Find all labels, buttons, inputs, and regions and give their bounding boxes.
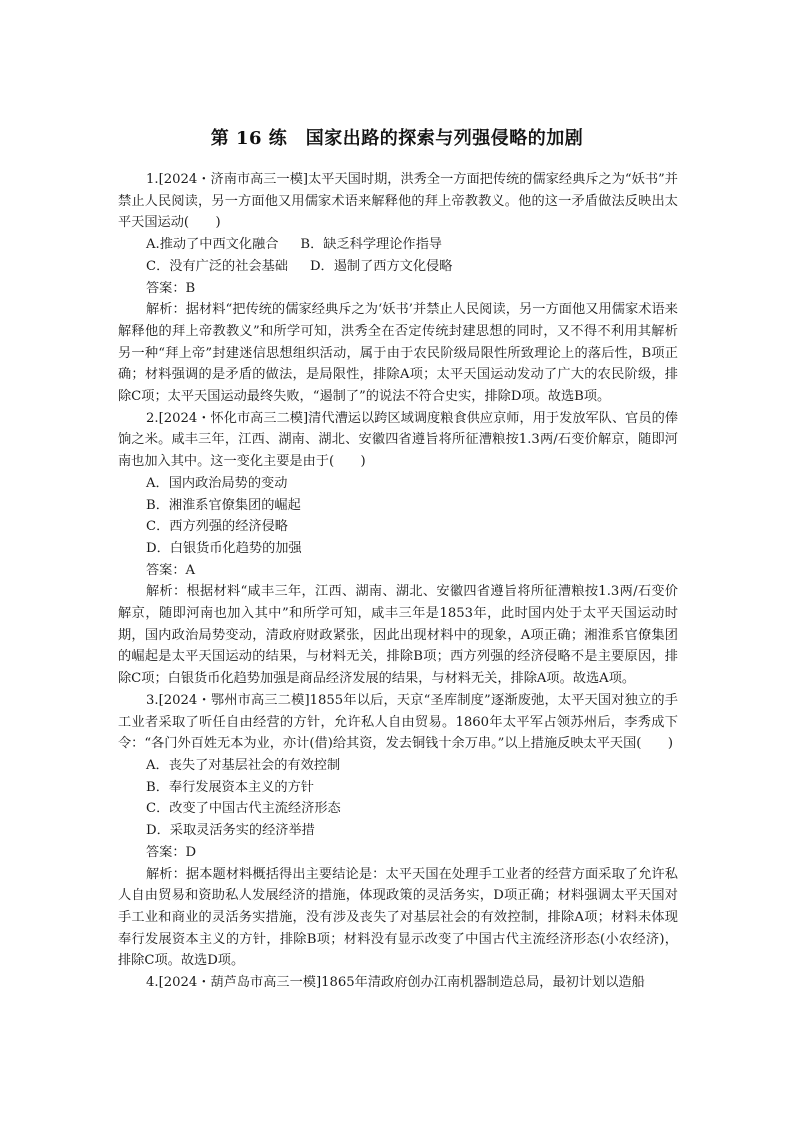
analysis: 解析：根据材料“咸丰三年，江西、湖南、湖北、安徽四省遵旨将所征漕粮按1.3两/石变价解京，随即河南也加入其中”和所学可知，咸丰三年是1853年，此时国内处于太平天国运动时期，国内政治局势变动，清政府财政紧张，因此出现材料中的现象，A项正确；湘淮系官僚集团的崛起是太平天国运动的结果，与材料无关，排除B项；西方列强的经济侵略不是主要原因，排除C项；白银货币化趋势加强是商品经济发展的结果，与材料无关，排除A项。故选A项。: [118, 584, 678, 687]
answer: 答案：A: [146, 562, 196, 578]
analysis: 解析：据材料“把传统的儒家经典斥之为‘妖书’并禁止人民阅读，另一方面他又用儒家术语来解释他的拜上帝教教义”和所学可知，洪秀全在否定传统封建思想的同时，又不得不利用其解析另一种“拜上帝”封建迷信思想组织活动，属于由于农民阶级局限性所致理论上的落后性，B项正确；材料强调的是矛盾的做法，是局限性，排除A项；太平天国运动发动了广大的农民阶级，排除C项；太平天国运动最终失败，“遏制了”的说法不符合史实，排除D项。故选B项。: [118, 302, 678, 405]
option-d: D．白银货币化趋势的加强: [146, 540, 302, 556]
question-stem: 2.[2024・怀化市高三二模]清代漕运以跨区域调度粮食供应京师，用于发放军队、官员的俸饷之米。咸丰三年，江西、湖南、湖北、安徽四省遵旨将所征漕粮按1.3两/石变价解京，随即河南也加入其中。这一变化主要是由于( ): [118, 410, 678, 470]
question-stem: 3.[2024・鄂州市高三二模]1855年以后，天京“圣库制度”逐渐废弛，太平天国对独立的手工业者采取了听任自由经营的方针，允许私人自由贸易。1860年太平军占领苏州后，李秀成下令：“各门外百姓无本为业，亦计(借)给其资，发去铜钱十余万串。”以上措施反映太平天国( ): [118, 692, 678, 752]
answer: 答案：B: [146, 280, 196, 296]
question-1: [118, 169, 678, 408]
analysis: 解析：据本题材料概括得出主要结论是：太平天国在处理手工业者的经营方面采取了允许私人自由贸易和资助私人发展经济的措施，体现政策的灵活务实，D项正确；材料强调太平天国对手工业和商业的灵活务实措施，没有涉及丧失了对基层社会的有效控制，排除A项；材料未体现奉行发展资本主义的方针，排除B项；材料没有显示改变了中国古代主流经济形态(小农经济)，排除C项。故选D项。: [118, 866, 678, 969]
option-b: B．缺乏科学理论作指导: [300, 237, 442, 253]
option-b: B．奉行发展资本主义的方针: [146, 779, 314, 795]
question-3: [118, 690, 678, 972]
options-row: [118, 234, 678, 256]
page-title: 第 16 练 国家出路的探索与列强侵略的加剧: [210, 128, 584, 149]
option-a: A．丧失了对基层社会的有效控制: [146, 757, 341, 773]
question-stem: 4.[2024・葫芦岛市高三一模]1865年清政府创办江南机器制造总局，最初计划以造船: [146, 975, 645, 991]
option-c: C．改变了中国古代主流经济形态: [146, 801, 341, 817]
answer: 答案：D: [146, 844, 197, 860]
question-stem: 1.[2024・济南市高三一模]太平天国时期，洪秀全一方面把传统的儒家经典斥之为“妖书”并禁止人民阅读，另一方面他又用儒家术语来解释他的拜上帝教教义。他的这一矛盾做法反映出太平天国运动( ): [118, 172, 678, 231]
option-b: B．湘淮系官僚集团的崛起: [146, 497, 301, 513]
option-c: C．西方列强的经济侵略: [146, 519, 288, 535]
question-4: [118, 972, 678, 994]
option-d: D．采取灵活务实的经济举措: [146, 823, 315, 839]
exercise-content: [118, 169, 678, 994]
option-c: C．没有广泛的社会基础: [146, 258, 288, 274]
question-2: [118, 408, 678, 690]
option-a: A．国内政治局势的变动: [146, 475, 288, 491]
option-d: D．遏制了西方文化侵略: [309, 258, 453, 274]
options-row: [118, 256, 678, 278]
option-a: A.推动了中西文化融合: [146, 237, 279, 253]
